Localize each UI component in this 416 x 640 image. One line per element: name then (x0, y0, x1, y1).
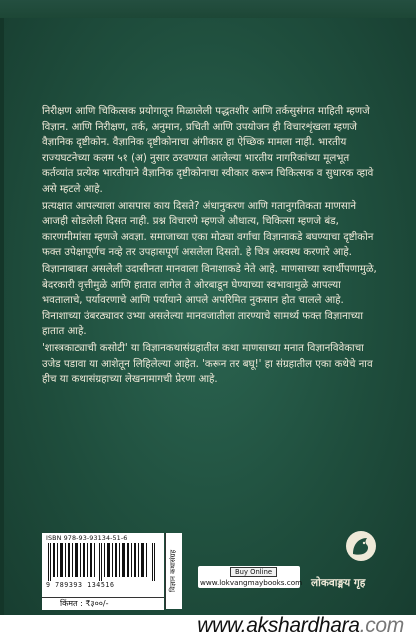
spine-edge (0, 0, 4, 640)
barcode-digits: 9 789393 134516 (46, 581, 115, 589)
blurb-paragraph-2: प्रत्यक्षात आपल्याला आसपास काय दिसते? अंधानुकरण आणि गतानुगतिकता माणसाने आजही सोडलेली दिसत नाही. प्रश्न विचारणे म्हणजे औधात्य, चिकित्सा म्हणजे बंड, कारणमीमांसा म्हणजे अवज्ञा. समाजाच्या एका मोठ्या वर्गाचा विज्ञानाकडे बघण्याचा दृष्टीकोन फक्त उपेक्षापूर्णच नव्हे तर उपहासपूर्ण असलेला दिसतो. हे चित्र अस्वस्थ करणारे आहे. (42, 200, 374, 259)
blurb-paragraph-3: विज्ञानाबाबत असलेली उदासीनता मानवाला विनाशाकडे नेते आहे. माणसाच्या स्वार्थीपणामुळे, बेदरकारी वृत्तीमुळे आणि हातात लागेल ते ओरबाडून घेण्याच्या स्वभावामुळे आपल्या भवतालाचे, पर्यावरणाचे आणि पर्यायाने आपले अपरिमित नुकसान होत चालले आहे. विनाशाच्या उंबरठ्यावर उभ्या असलेल्या मानवजातीला तारण्याचे सामर्थ्य फक्त विज्ञानाच्या हातात आहे. (42, 263, 377, 338)
buy-online-label[interactable]: Buy Online (230, 567, 277, 577)
buy-online-url[interactable]: www.lokvangmaybooks.com (200, 578, 303, 587)
watermark-main: www.akshardhara (197, 614, 360, 637)
category-label: विज्ञान कथासंग्रह (169, 549, 177, 593)
publisher-logo-icon (343, 528, 379, 564)
watermark-domain: .com (359, 614, 404, 637)
blurb-paragraph-4: 'शास्त्रकाट्याची कसोटी' या विज्ञानकथासंग्रहातील कथा माणसाच्या मनात विज्ञानविवेकाचा उजेड पडावा या आशेतून लिहिलेल्या आहेत. 'करून तर बघू!' हा संग्रहातील एका कथेचे नाव हीच या कथासंग्रहाच्या लेखनामागची प्रेरणा आहे. (42, 342, 373, 386)
price-text: किंमत : ₹३००/- (60, 599, 109, 608)
blurb-text (42, 104, 382, 389)
publisher-name: लोकवाङ्मय गृह (311, 577, 366, 589)
watermark (197, 614, 404, 638)
blurb-paragraph-1: निरीक्षण आणि चिकित्सक प्रयोगातून मिळालेली पद्धतशीर आणि तर्कसुसंगत माहिती म्हणजे विज्ञान. आणि निरीक्षण, तर्क, अनुमान, प्रचिती आणि उपयोजन ही विचारशृंखला म्हणजे वैज्ञानिक दृष्टीकोन. वैज्ञानिक दृष्टीकोनाचा अंगीकार हा ऐच्छिक मामला नाही. भारतीय राज्यघटनेच्या कलम ५१ (अ) नुसार ठरवण्यात आलेल्या भारतीय नागरिकांच्या मूलभूत कर्तव्यांत प्रत्येक भारतीयाने वैज्ञानिक दृष्टीकोनाचा स्वीकार करून चिकित्सक व सुधारक व्हावे असे म्हटले आहे. (42, 106, 374, 195)
top-strip (0, 0, 416, 18)
barcode (46, 543, 158, 581)
isbn-text: ISBN 978-93-93134-51-6 (46, 534, 128, 542)
